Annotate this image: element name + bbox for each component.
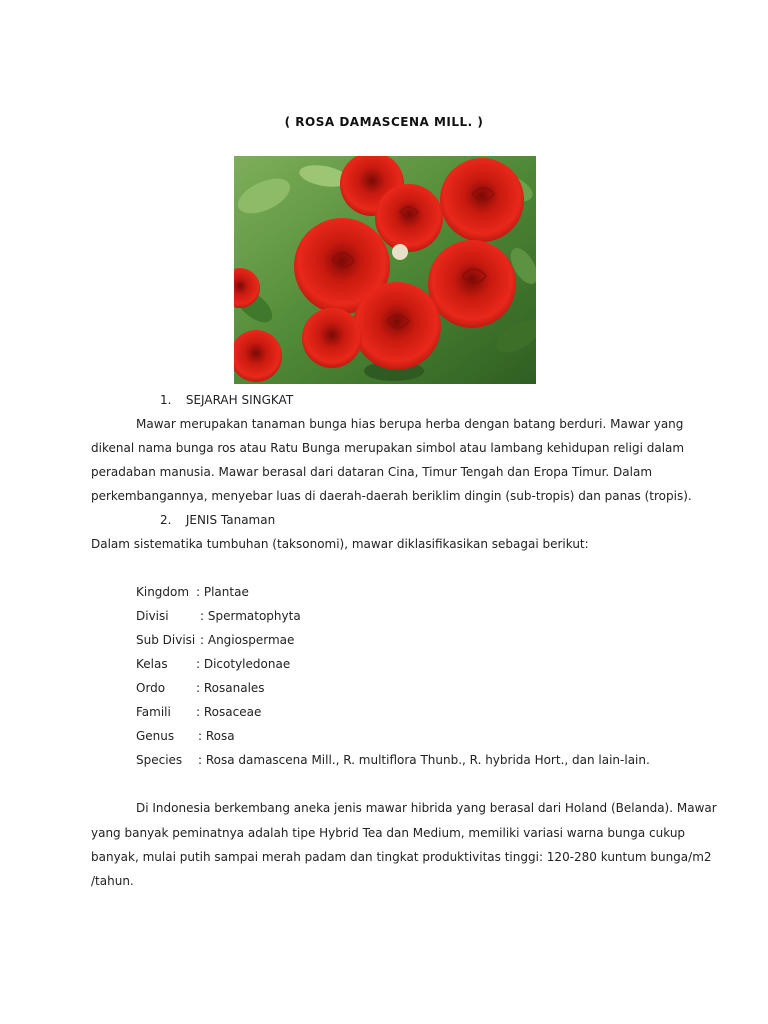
document-title: ( ROSA DAMASCENA MILL. ) — [284, 115, 484, 129]
section1-line: perkembangannya, menyebar luas di daerah-daerah beriklim dingin (sub-tropis) dan panas (tropis). — [91, 489, 692, 503]
taxonomy-row — [136, 608, 301, 624]
taxonomy-key: Genus — [136, 729, 175, 743]
section1-number: 1. — [160, 393, 172, 407]
taxonomy-value: : Rosanales — [196, 681, 265, 695]
taxonomy-value: : Rosaceae — [196, 705, 262, 719]
section2-heading-row — [160, 512, 275, 528]
taxonomy-key: Kelas — [136, 657, 168, 671]
taxonomy-key: Species — [136, 753, 183, 767]
section1-line: Mawar merupakan tanaman bunga hias berupa herba dengan batang berduri. Mawar yang — [136, 417, 684, 431]
section1-line: peradaban manusia. Mawar berasal dari dataran Cina, Timur Tengah dan Eropa Timur. Dalam — [91, 465, 653, 479]
taxonomy-key: Divisi — [136, 609, 169, 623]
taxonomy-key: Ordo — [136, 681, 166, 695]
taxonomy-value: : Spermatophyta — [200, 609, 301, 623]
section1-line: dikenal nama bunga ros atau Ratu Bunga merupakan simbol atau lambang kehidupan religi dalam — [91, 441, 685, 455]
taxonomy-key: Sub Divisi — [136, 633, 196, 647]
taxonomy-row — [136, 728, 235, 744]
taxonomy-key: Famili — [136, 705, 171, 719]
closing-line: banyak, mulai putih sampai merah padam dan tingkat produktivitas tinggi: 120-280 kuntum bunga/m2 — [91, 850, 712, 864]
taxonomy-row — [136, 704, 261, 720]
taxonomy-row — [136, 752, 650, 768]
section2-number: 2. — [160, 513, 172, 527]
taxonomy-row — [136, 680, 265, 696]
section2-heading: JENIS Tanaman — [185, 513, 276, 527]
taxonomy-row — [136, 656, 290, 672]
section1-heading-row — [160, 392, 293, 408]
taxonomy-row — [136, 584, 249, 600]
closing-line: yang banyak peminatnya adalah tipe Hybrid Tea dan Medium, memiliki variasi warna bunga cukup — [91, 826, 686, 840]
taxonomy-value: : Rosa — [198, 729, 235, 743]
taxonomy-value: : Angiospermae — [200, 633, 295, 647]
taxonomy-value: : Plantae — [196, 585, 249, 599]
section2-intro: Dalam sistematika tumbuhan (taksonomi), mawar diklasifikasikan sebagai berikut: — [91, 537, 589, 551]
red-roses-photo — [234, 156, 536, 384]
closing-line: /tahun. — [91, 874, 134, 888]
closing-line: Di Indonesia berkembang aneka jenis mawar hibrida yang berasal dari Holand (Belanda). Mawar — [136, 801, 717, 815]
taxonomy-value: : Dicotyledonae — [196, 657, 291, 671]
taxonomy-key: Kingdom — [136, 585, 190, 599]
section1-heading: SEJARAH SINGKAT — [185, 393, 294, 407]
taxonomy-value: : Rosa damascena Mill., R. multiflora Thunb., R. hybrida Hort., dan lain-lain. — [198, 753, 650, 767]
taxonomy-row — [136, 632, 294, 648]
